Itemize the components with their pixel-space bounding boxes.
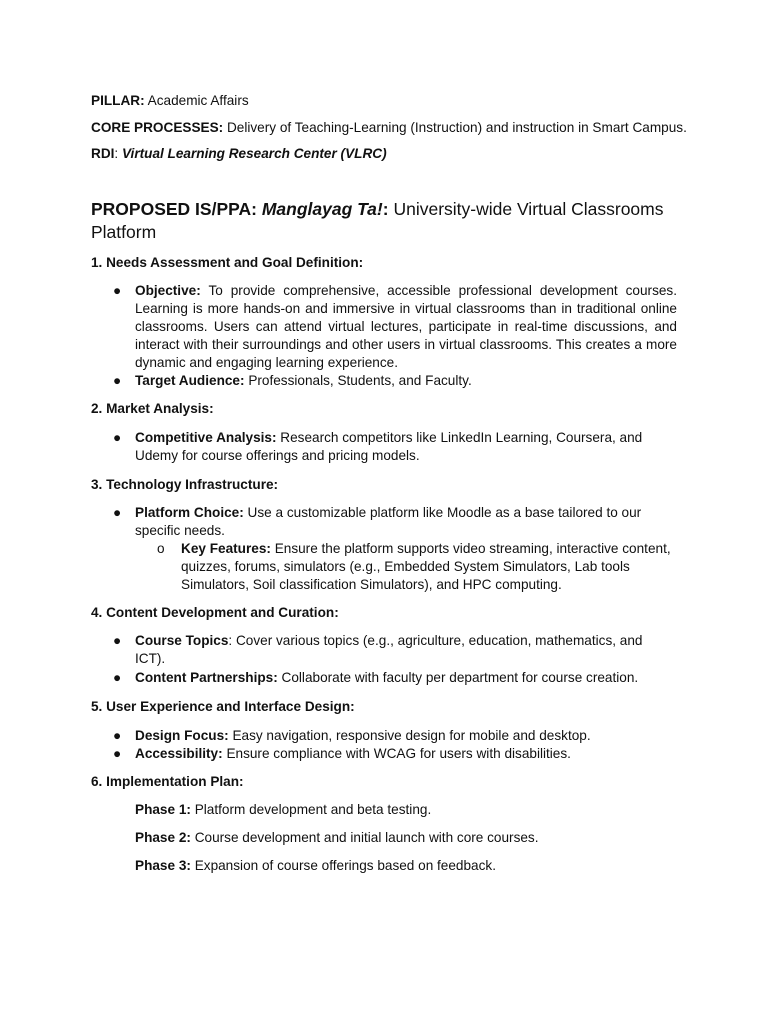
topics-text: : Cover various topics (e.g., agriculture, education, mathematics, and ICT).: [135, 633, 643, 666]
phase-1-label: Phase 1:: [135, 802, 191, 817]
audience-text: Professionals, Students, and Faculty.: [248, 373, 472, 388]
title-colon: :: [382, 199, 389, 219]
bullet-icon: ●: [113, 728, 122, 743]
phase-3-label: Phase 3:: [135, 858, 191, 873]
list-item-course-topics: [113, 632, 665, 668]
core-processes-label: CORE PROCESSES:: [91, 120, 224, 135]
pillar-value: Academic Affairs: [147, 93, 249, 108]
list-item-platform-choice: [113, 504, 665, 540]
bullet-icon: ●: [113, 373, 122, 388]
phase-3: [135, 857, 496, 875]
accessibility-label: Accessibility:: [135, 746, 223, 761]
rdi-separator: :: [114, 146, 119, 161]
section-4-heading: 4. Content Development and Curation:: [91, 605, 339, 620]
platform-text: Use a customizable platform like Moodle as a base tailored to our specific needs.: [135, 505, 642, 538]
partnerships-label: Content Partnerships:: [135, 670, 278, 685]
bullet-icon: ●: [113, 505, 122, 520]
pillar-line: [91, 92, 249, 110]
bullet-icon: ●: [113, 430, 122, 445]
core-processes-line: [91, 119, 687, 137]
phase-2-label: Phase 2:: [135, 830, 191, 845]
title-rest: University-wide Virtual Classrooms Platform: [91, 199, 664, 242]
title-prefix: PROPOSED IS/PPA:: [91, 199, 257, 219]
design-label: Design Focus:: [135, 728, 229, 743]
bullet-icon: ●: [113, 670, 122, 685]
pillar-label: PILLAR:: [91, 93, 145, 108]
competitive-text: Research competitors like LinkedIn Learning, Coursera, and Udemy for course offerings and pricing models.: [135, 430, 643, 463]
design-text: Easy navigation, responsive design for mobile and desktop.: [232, 728, 591, 743]
phase-2-text: Course development and initial launch with core courses.: [194, 830, 539, 845]
features-text: Ensure the platform supports video streaming, interactive content, quizzes, forums, simulators (e.g., Embedded System Simulators, Lab tools Simulators, Soil classification Simulators), and HPC computing.: [181, 541, 671, 592]
features-label: Key Features:: [181, 541, 271, 556]
audience-label: Target Audience:: [135, 373, 245, 388]
phase-2: [135, 829, 539, 847]
list-item-target-audience: [113, 372, 677, 390]
section-6-heading: 6. Implementation Plan:: [91, 774, 244, 789]
section-1-heading: 1. Needs Assessment and Goal Definition:: [91, 255, 364, 270]
section-5-heading: 5. User Experience and Interface Design:: [91, 699, 355, 714]
phase-1: [135, 801, 431, 819]
list-item-accessibility: [113, 745, 677, 763]
rdi-value: Virtual Learning Research Center (VLRC): [121, 146, 387, 161]
partnerships-text: Collaborate with faculty per department for course creation.: [281, 670, 639, 685]
section-3-heading: 3. Technology Infrastructure:: [91, 477, 279, 492]
topics-label: Course Topics: [135, 633, 229, 648]
bullet-icon: ●: [113, 633, 122, 648]
core-processes-value: Delivery of Teaching-Learning (Instruction) and instruction in Smart Campus.: [226, 120, 687, 135]
accessibility-text: Ensure compliance with WCAG for users with disabilities.: [226, 746, 571, 761]
list-item-content-partnerships: [113, 669, 695, 687]
sub-bullet-icon: o: [157, 541, 165, 556]
bullet-icon: ●: [113, 283, 122, 298]
objective-label: Objective:: [135, 283, 201, 298]
section-2-heading: 2. Market Analysis:: [91, 401, 214, 416]
list-item-key-features: [157, 540, 671, 594]
list-item-design-focus: [113, 727, 677, 745]
platform-label: Platform Choice:: [135, 505, 244, 520]
phase-1-text: Platform development and beta testing.: [194, 802, 432, 817]
rdi-line: [91, 145, 387, 163]
phase-3-text: Expansion of course offerings based on feedback.: [194, 858, 496, 873]
competitive-label: Competitive Analysis:: [135, 430, 277, 445]
list-item-competitive-analysis: [113, 429, 665, 465]
bullet-icon: ●: [113, 746, 122, 761]
title-program-name: Manglayag Ta!: [261, 199, 383, 219]
objective-text: To provide comprehensive, accessible professional development courses. Learning is more hands-on and immersive in virtual classrooms than in traditional online classrooms. Users can attend virtual lectures, participate in real-time discussions, and interact with their surroundings and other users in virtual classrooms. This creates a more dynamic and engaging learning experience.: [135, 283, 677, 370]
proposal-title: [91, 198, 691, 244]
rdi-label: RDI: [91, 146, 115, 161]
list-item-objective: [113, 282, 677, 372]
